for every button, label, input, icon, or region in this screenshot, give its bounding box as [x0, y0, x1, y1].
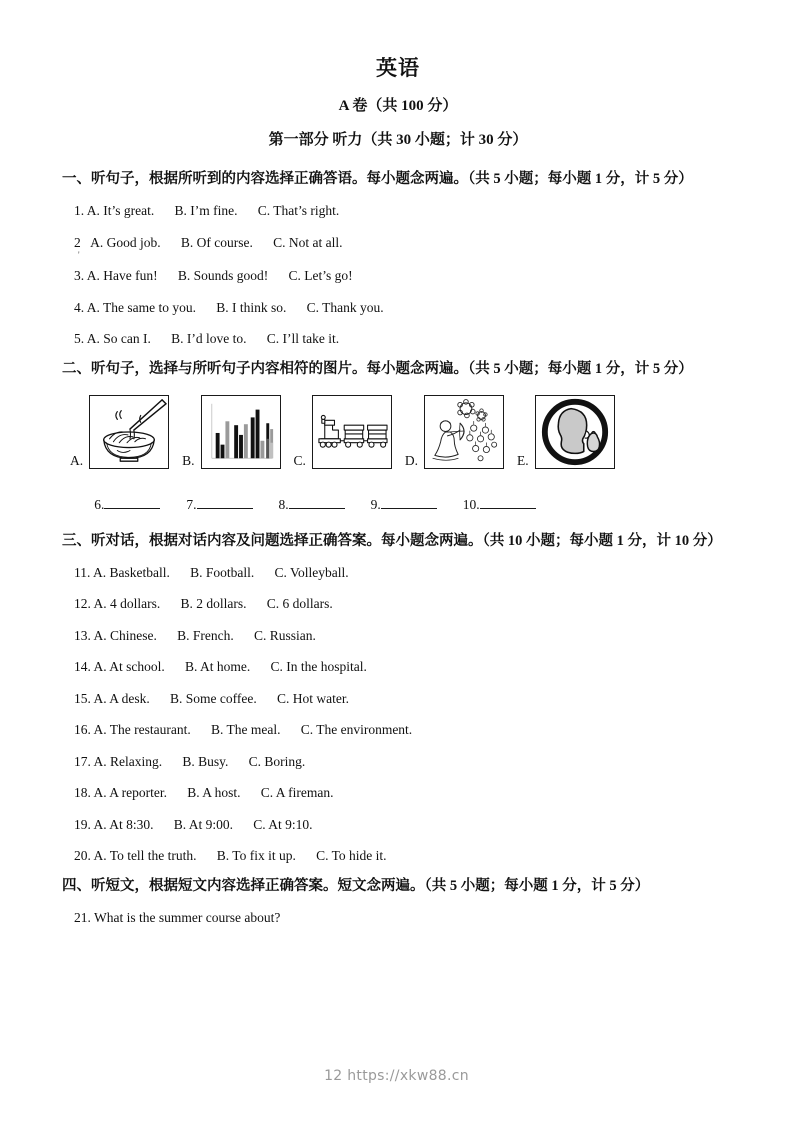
question-item: 3. A. Have fun! B. Sounds good! C. Let’s go!: [74, 268, 353, 284]
question-item: 11. A. Basketball. B. Football. C. Volleyball.: [74, 564, 349, 580]
stray-ink-mark: ': [78, 250, 80, 261]
question-item: 13. A. Chinese. B. French. C. Russian.: [74, 627, 316, 643]
bar-chart-icon: [201, 395, 281, 469]
question-item: 15. A. A desk. B. Some coffee. C. Hot water.: [74, 690, 349, 706]
picture-choice-c: [294, 395, 392, 469]
blank-underline[interactable]: [289, 497, 345, 509]
blank-number: 9.: [370, 496, 381, 512]
question-item: 20. A. To tell the truth. B. To fix it up. C. To hide it.: [74, 848, 387, 864]
blank-underline[interactable]: [480, 497, 536, 509]
question-item: 18. A. A reporter. B. A host. C. A fireman.: [74, 785, 334, 801]
blank-item-6[interactable]: [94, 497, 160, 512]
picture-label-e: E.: [517, 452, 529, 468]
part-line: 第一部分 听力（共 30 小题；计 30 分）: [268, 131, 528, 148]
question-list-3: [62, 557, 734, 872]
question-item: 12. A. 4 dollars. B. 2 dollars. C. 6 dollars.: [74, 596, 333, 612]
section-heading-1: 一、听句子，根据所听到的内容选择正确答语。每小题念两遍。（共 5 小题；每小题 1 分，计 5 分）: [62, 171, 693, 188]
noodle-bowl-chopsticks-icon: [89, 395, 169, 469]
question-item: 5. A. So can I. B. I’d love to. C. I’ll take it.: [74, 331, 340, 347]
blank-item-8[interactable]: [279, 497, 345, 512]
question-item: 1. A. It’s great. B. I’m fine. C. That’s right.: [74, 203, 340, 219]
train-icon: [312, 395, 392, 469]
page-footer-watermark: 12 https://xkw88.cn: [324, 1068, 469, 1084]
question-list-4: [62, 902, 734, 934]
blank-item-10[interactable]: [463, 497, 536, 512]
section-heading-2: 二、听句子，选择与所听句子内容相符的图片。每小题念两遍。（共 5 小题；每小题 1 分，计 5 分）: [62, 360, 693, 377]
picture-label-c: C.: [293, 452, 306, 468]
blank-number: 7.: [186, 496, 197, 512]
picture-choice-b: [182, 395, 280, 469]
question-item: 16. A. The restaurant. B. The meal. C. The environment.: [74, 722, 413, 738]
blank-underline[interactable]: [197, 497, 253, 509]
person-with-bow-and-flowers-icon: [424, 395, 504, 469]
volume-line: A 卷（共 100 分）: [338, 98, 458, 115]
question-item: 17. A. Relaxing. B. Busy. C. Boring.: [74, 753, 306, 769]
blank-underline[interactable]: [104, 497, 160, 509]
picture-choices-row: [62, 395, 734, 469]
question-list-1: [62, 195, 734, 355]
head-silhouette-in-circle-icon: [535, 395, 615, 469]
picture-label-b: B.: [182, 452, 195, 468]
blank-underline[interactable]: [381, 497, 437, 509]
picture-label-a: A.: [70, 452, 84, 468]
section-heading-4: 四、听短文，根据短文内容选择正确答案。短文念两遍。（共 5 小题；每小题 1 分，计 5 分）: [62, 877, 650, 894]
answer-blanks-row: [62, 469, 734, 527]
picture-choice-e: [517, 395, 615, 469]
blank-number: 8.: [278, 496, 289, 512]
blank-item-7[interactable]: [186, 497, 252, 512]
question-item: 2 A. Good job. B. Of course. C. Not at all.: [74, 234, 343, 250]
picture-label-d: D.: [404, 452, 419, 468]
blank-item-9[interactable]: [371, 497, 437, 512]
picture-choice-a: [70, 395, 169, 469]
question-item: 4. A. The same to you. B. I think so. C. Thank you.: [74, 299, 384, 315]
bar-chart-svg: [202, 396, 280, 468]
page-content: [62, 56, 734, 934]
blank-number: 6.: [94, 496, 105, 512]
question-item: 14. A. At school. B. At home. C. In the hospital.: [74, 659, 367, 675]
section-heading-3: 三、听对话，根据对话内容及问题选择正确答案。每小题念两遍。（共 10 小题；每小题 1 分，计 10 分）: [62, 532, 722, 549]
picture-choice-d: [405, 395, 504, 469]
question-item: 19. A. At 8:30. B. At 9:00. C. At 9:10.: [74, 816, 313, 832]
page-title: 英语: [376, 56, 420, 80]
question-item: 21. What is the summer course about?: [74, 910, 281, 926]
blank-number: 10.: [462, 496, 480, 512]
